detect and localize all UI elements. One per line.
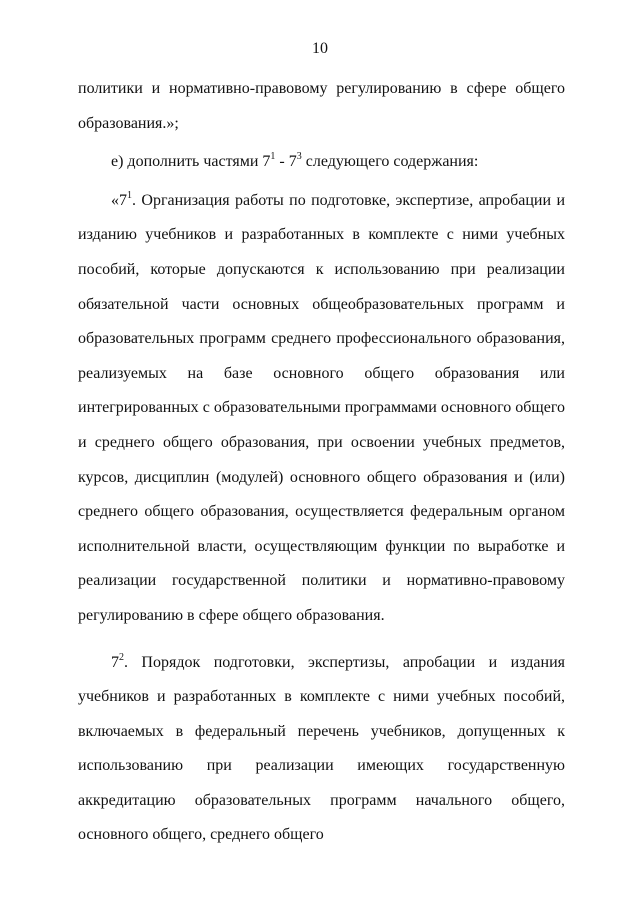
page-number: 10: [312, 40, 328, 57]
paragraph-4-text-b: . Порядок подготовки, экспертизы, апробации и издания учебников и разработанных в комплекте с ними учебных пособий, включаемых в федеральный перечень учебников, допущенных к использованию при реализации имеющих государственную аккредитацию образовательных программ начального общего, основного общего, среднего общего: [78, 653, 565, 844]
document-body: [78, 72, 565, 853]
paragraph-4: [78, 646, 565, 854]
paragraph-4-superscript: 2: [119, 651, 124, 663]
paragraph-3-superscript: 1: [127, 189, 132, 201]
paragraph-2-text-a: е) дополнить частями 7: [111, 153, 271, 171]
paragraph-2-superscript-1: 1: [270, 151, 276, 163]
paragraph-2-text-c: следующего содержания:: [301, 153, 479, 171]
paragraph-1: политики и нормативно-правовому регулированию в сфере общего образования.»;: [78, 80, 565, 132]
paragraph-3-text-a: «7: [111, 191, 127, 209]
paragraph-3-text-b: . Организация работы по подготовке, экспертизе, апробации и изданию учебников и разработанных в комплекте с ними учебных пособий, которые допускаются к использованию при реализации обязательной части основных общеобразовательных программ и образовательных программ среднего профессионального образования, реализуемых на базе основного общего образования или интегрированных с образовательными программами основного общего и среднего общего образования, при освоении учебных предметов, курсов, дисциплин (модулей) основного общего образования и (или) среднего общего образования, осуществляется федеральным органом исполнительной власти, осуществляющим функции по выработке и реализации государственной политики и нормативно-правовому регулированию в сфере общего образования.: [78, 191, 565, 624]
paragraph-2-superscript-2: 3: [296, 151, 302, 163]
paragraph-3: [78, 184, 565, 634]
paragraph-2: [78, 145, 565, 180]
paragraph-4-text-a: 7: [111, 653, 119, 671]
paragraph-2-text-b: - 7: [275, 153, 297, 171]
